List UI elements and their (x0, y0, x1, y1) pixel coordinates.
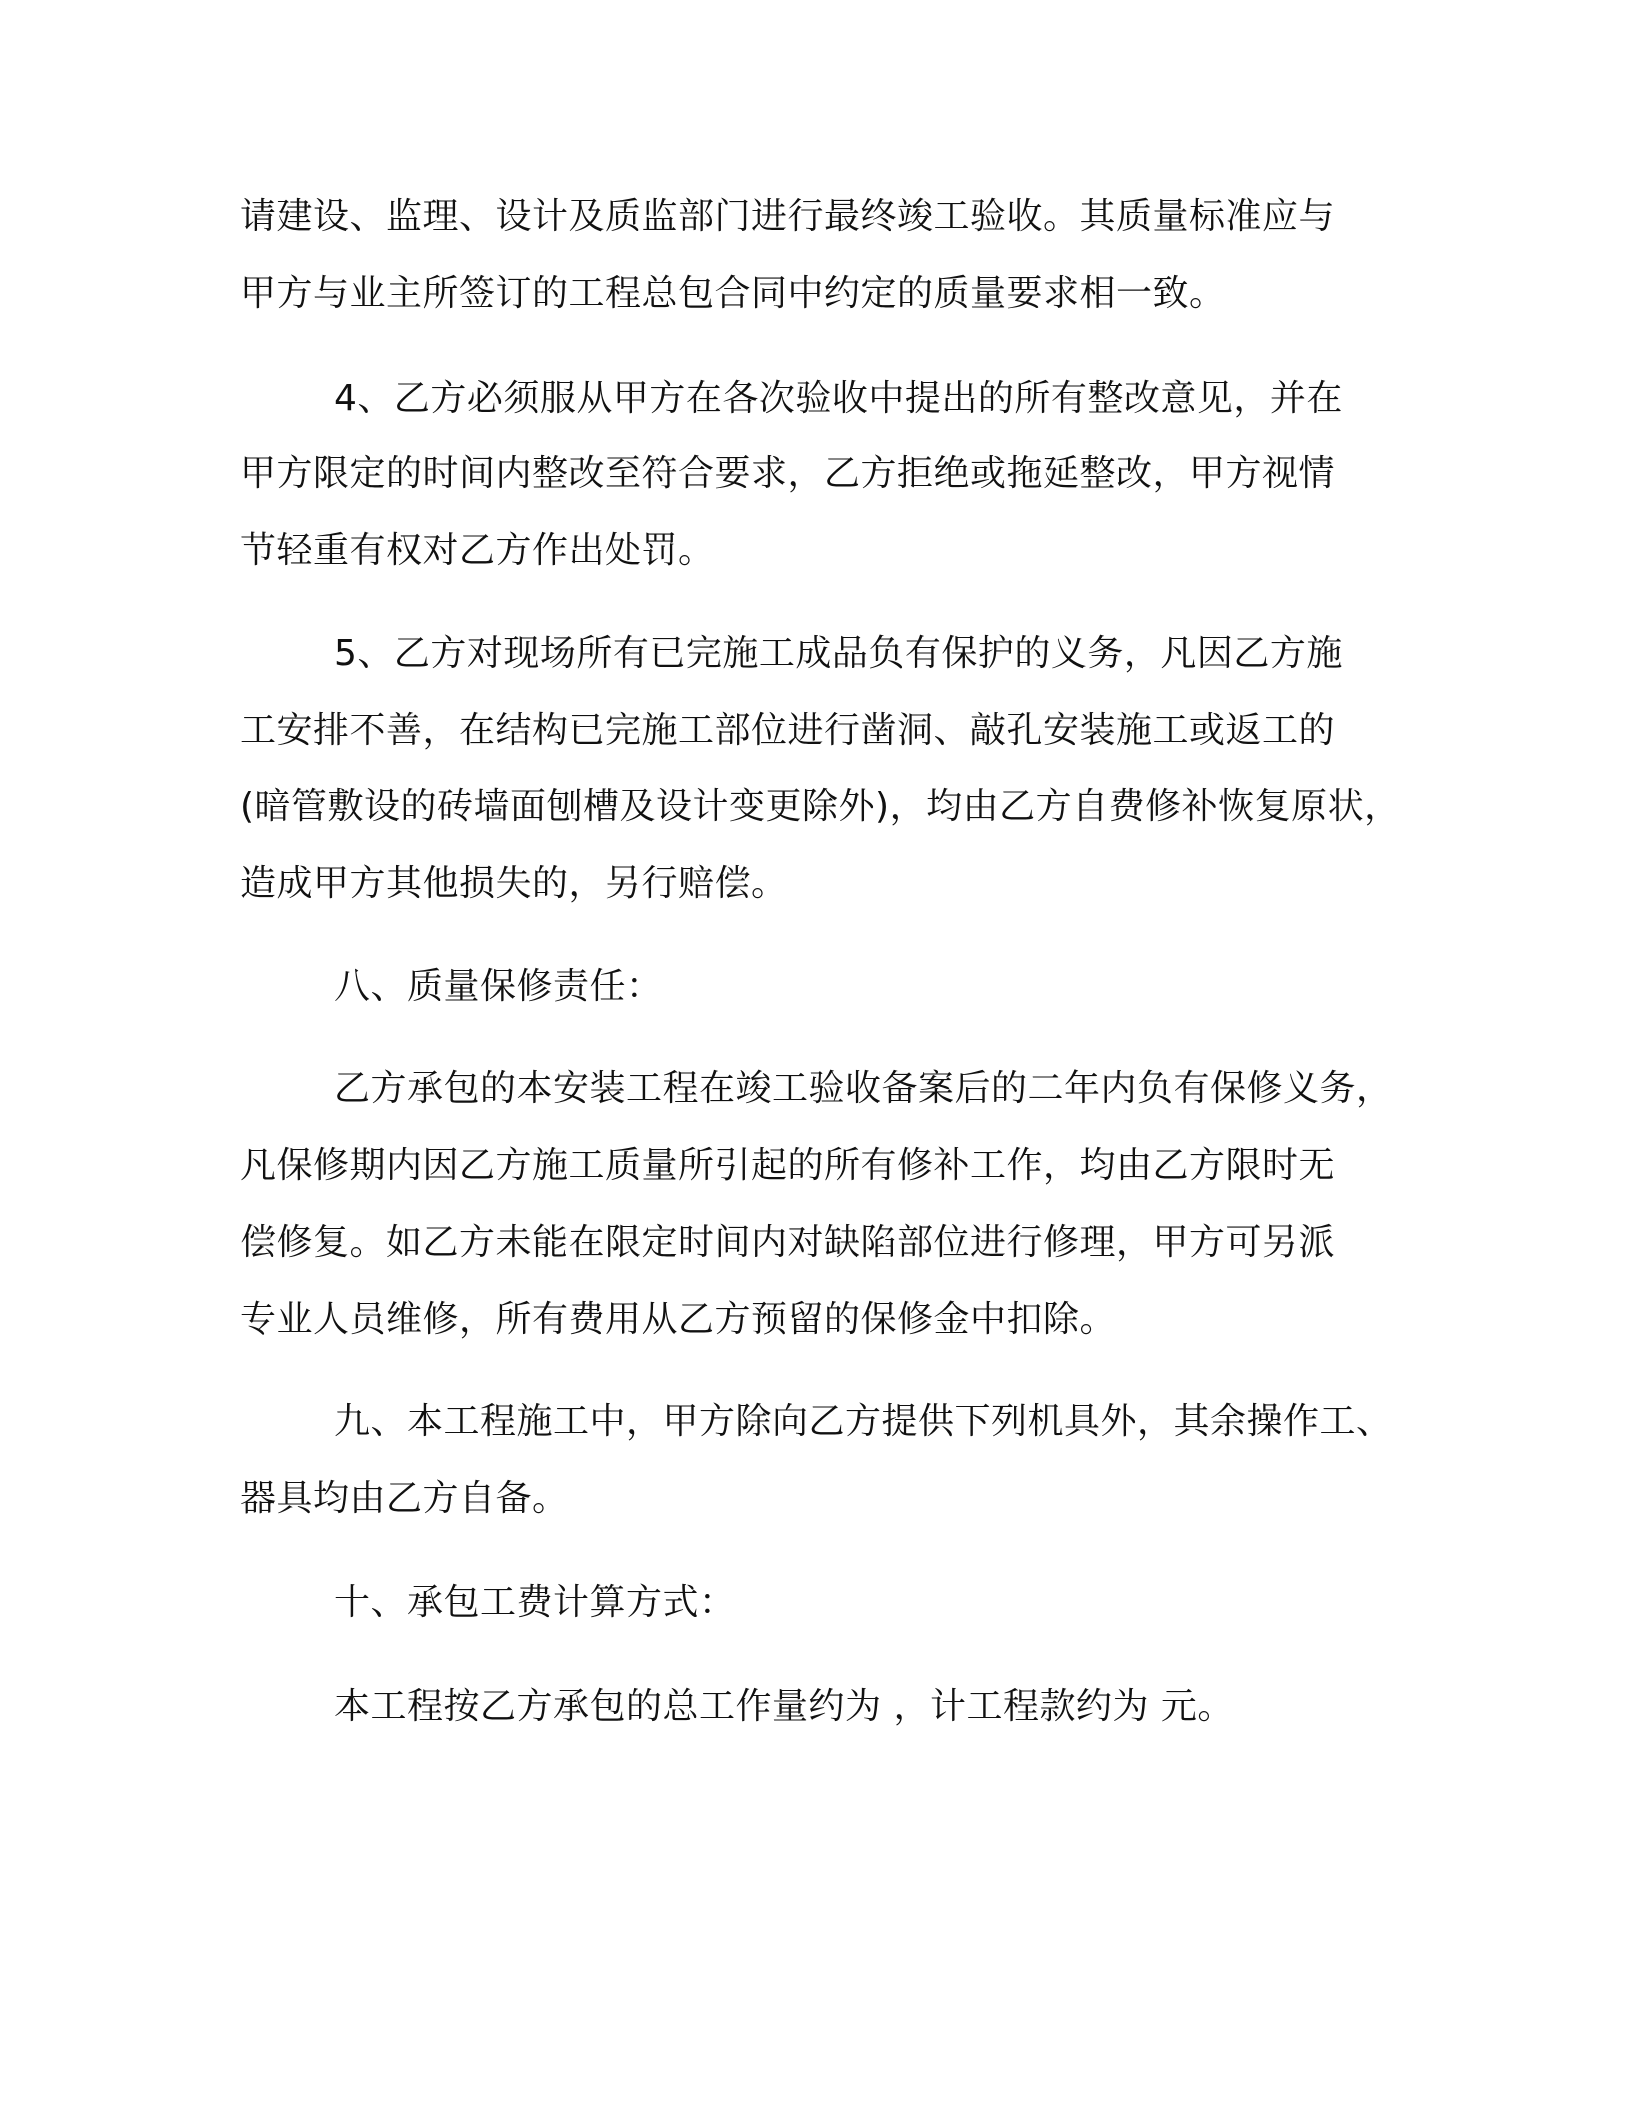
text-line: 器具均由乙方自备。 (240, 1478, 569, 1519)
text-line: 请建设、监理、设计及质监部门进行最终竣工验收。其质量标准应与 (240, 196, 1336, 237)
text-line: 工安排不善，在结构已完施工部位进行凿洞、敲孔安装施工或返工的 (240, 710, 1336, 751)
text-line: 偿修复。如乙方未能在限定时间内对缺陷部位进行修理，甲方可另派 (240, 1222, 1336, 1263)
text-line: 甲方与业主所签订的工程总包合同中约定的质量要求相一致。 (240, 273, 1226, 314)
paragraph-line: 本工程按乙方承包的总工作量约为 ，计工程款约为 元。 (334, 1686, 1234, 1727)
section-heading: 八、质量保修责任： (334, 966, 663, 1007)
section-heading: 十、承包工费计算方式： (334, 1582, 736, 1623)
text-line: 凡保修期内因乙方施工质量所引起的所有修补工作，均由乙方限时无 (240, 1145, 1336, 1186)
text-line: 节轻重有权对乙方作出处罚。 (240, 530, 715, 571)
text-line: 甲方限定的时间内整改至符合要求，乙方拒绝或拖延整改，甲方视情 (240, 453, 1336, 494)
text-line: 造成甲方其他损失的，另行赔偿。 (240, 863, 788, 904)
text-line: 专业人员维修，所有费用从乙方预留的保修金中扣除。 (240, 1299, 1117, 1340)
paragraph-5-line: 5、乙方对现场所有已完施工成品负有保护的义务，凡因乙方施 (334, 633, 1343, 674)
text-line: (暗管敷设的砖墙面刨槽及设计变更除外)，均由乙方自费修补恢复原状， (240, 786, 1401, 827)
paragraph-4-line: 4、乙方必须服从甲方在各次验收中提出的所有整改意见，并在 (334, 378, 1343, 419)
section-heading: 九、本工程施工中，甲方除向乙方提供下列机具外，其余操作工、 (334, 1401, 1393, 1442)
paragraph-line: 乙方承包的本安装工程在竣工验收备案后的二年内负有保修义务， (334, 1068, 1393, 1109)
